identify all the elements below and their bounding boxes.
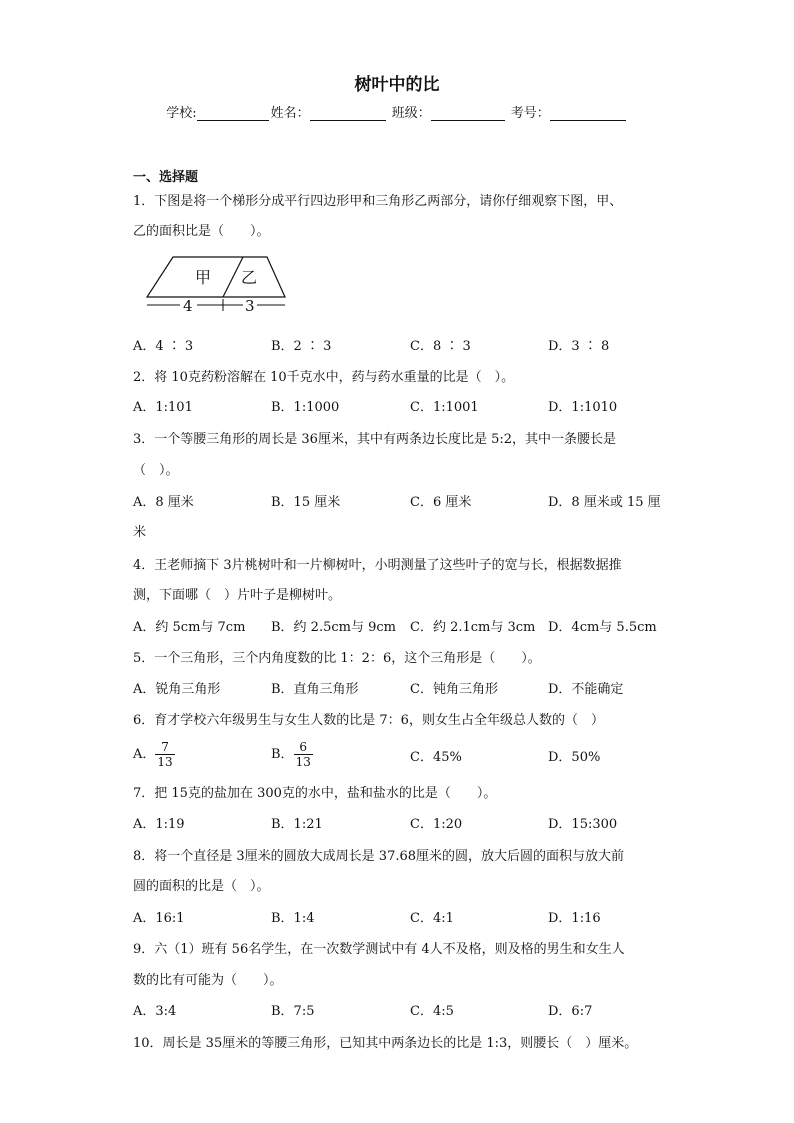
question-1-line-1: 1．下图是将一个梯形分成平行四边形甲和三角形乙两部分，请你仔细观察下图，甲、 <box>133 194 623 209</box>
q6-option-b[interactable] <box>271 740 313 769</box>
q1-option-b[interactable]: B．2 ∶ 3 <box>271 339 332 354</box>
q6-option-b-prefix: B． <box>271 747 294 762</box>
question-6-line-1: 6．育才学校六年级男生与女生人数的比是 7：6，则女生占全年级总人数的（ ） <box>133 713 604 728</box>
figure-label-jia: 甲 <box>195 268 212 287</box>
class-field[interactable] <box>431 106 505 121</box>
q9-option-c[interactable]: C．4:5 <box>410 1004 454 1019</box>
q6-option-d[interactable]: D．50% <box>548 750 601 765</box>
question-8-line-1: 8．将一个直径是 3厘米的圆放大成周长是 37.68厘米的圆，放大后圆的面积与放大前 <box>133 849 625 864</box>
page-title: 树叶中的比 <box>354 75 440 95</box>
q5-option-d[interactable]: D．不能确定 <box>548 682 624 697</box>
question-1-line-2: 乙的面积比是（ ）。 <box>133 224 270 239</box>
q1-option-a[interactable]: A．4 ∶ 3 <box>133 339 194 354</box>
q7-option-c[interactable]: C．1:20 <box>410 817 463 832</box>
q6-option-a-fraction <box>155 740 174 769</box>
question-3-line-2: （ ）。 <box>133 463 179 478</box>
q3-option-d-wrap: 米 <box>133 525 147 540</box>
q2-option-a[interactable]: A．1:101 <box>133 400 193 415</box>
q9-option-a[interactable]: A．3:4 <box>133 1004 177 1019</box>
question-5-line-1: 5．一个三角形，三个内角度数的比 1：2：6，这个三角形是（ ）。 <box>133 651 541 666</box>
q3-option-d[interactable]: D．8 厘米或 15 厘 <box>548 495 661 510</box>
number-label: 考号： <box>510 106 550 121</box>
school-field[interactable] <box>197 106 269 121</box>
q8-option-b[interactable]: B．1:4 <box>271 911 315 926</box>
q5-option-b[interactable]: B．直角三角形 <box>271 682 359 697</box>
q6-option-a[interactable] <box>133 740 175 769</box>
section-title: 一、选择题 <box>133 170 199 185</box>
q2-option-d[interactable]: D．1:1010 <box>548 400 618 415</box>
q3-option-a[interactable]: A．8 厘米 <box>133 495 194 510</box>
figure-bottom-left: 4 <box>183 297 193 315</box>
q1-option-c[interactable]: C．8 ∶ 3 <box>410 339 471 354</box>
q4-option-b[interactable]: B．约 2.5cm与 9cm <box>271 620 396 635</box>
q3-option-c[interactable]: C．6 厘米 <box>410 495 472 510</box>
figure-label-yi: 乙 <box>241 268 258 287</box>
q6-option-a-numerator: 7 <box>155 740 174 755</box>
q6-option-a-denominator: 13 <box>157 755 173 769</box>
q6-option-b-numerator: 6 <box>294 740 313 755</box>
q4-option-d[interactable]: D．4cm与 5.5cm <box>548 620 657 635</box>
q8-option-d[interactable]: D．1:16 <box>548 911 601 926</box>
question-2-line-1: 2．将 10克药粉溶解在 10千克水中，药与药水重量的比是（ ）。 <box>133 370 515 385</box>
question-9-line-2: 数的比有可能为（ ）。 <box>133 973 283 988</box>
class-label: 班级： <box>391 106 431 121</box>
q8-option-a[interactable]: A．16:1 <box>133 911 185 926</box>
student-info-row <box>0 102 794 121</box>
name-field[interactable] <box>310 106 386 121</box>
figure-bottom-right: 3 <box>245 297 255 315</box>
q9-option-d[interactable]: D．6:7 <box>548 1004 593 1019</box>
name-label: 姓名： <box>270 106 310 121</box>
number-field[interactable] <box>550 106 626 121</box>
question-4-line-1: 4．王老师摘下 3片桃树叶和一片柳树叶，小明测量了这些叶子的宽与长，根据数据推 <box>133 558 622 573</box>
q5-option-a[interactable]: A．锐角三角形 <box>133 682 221 697</box>
question-4-line-2: 测，下面哪（ ）片叶子是柳树叶。 <box>133 588 342 603</box>
q4-option-a[interactable]: A．约 5cm与 7cm <box>133 620 246 635</box>
q7-option-a[interactable]: A．1:19 <box>133 817 185 832</box>
q7-option-b[interactable]: B．1:21 <box>271 817 323 832</box>
question-10-line-1: 10．周长是 35厘米的等腰三角形，已知其中两条边长的比是 1:3，则腰长（ ）厘米。 <box>133 1036 638 1051</box>
q6-option-b-fraction <box>294 740 313 769</box>
q9-option-b[interactable]: B．7:5 <box>271 1004 315 1019</box>
q3-option-b[interactable]: B．15 厘米 <box>271 495 341 510</box>
question-7-line-1: 7．把 15克的盐加在 300克的水中，盐和盐水的比是（ ）。 <box>133 786 497 801</box>
question-8-line-2: 圆的面积的比是（ ）。 <box>133 879 270 894</box>
question-9-line-1: 9．六（1）班有 56名学生，在一次数学测试中有 4人不及格，则及格的男生和女生人 <box>133 942 625 957</box>
q2-option-b[interactable]: B．1:1000 <box>271 400 340 415</box>
q5-option-c[interactable]: C．钝角三角形 <box>410 682 498 697</box>
q2-option-c[interactable]: C．1:1001 <box>410 400 479 415</box>
q6-option-b-denominator: 13 <box>295 755 311 769</box>
q6-option-a-prefix: A． <box>133 747 156 762</box>
q1-option-d[interactable]: D．3 ∶ 8 <box>548 339 610 354</box>
divider-line <box>223 257 243 297</box>
q6-option-c[interactable]: C．45% <box>410 750 462 765</box>
q8-option-c[interactable]: C．4:1 <box>410 911 454 926</box>
q4-option-c[interactable]: C．约 2.1cm与 3cm <box>410 620 536 635</box>
question-3-line-1: 3．一个等腰三角形的周长是 36厘米，其中有两条边长度比是 5:2，其中一条腰长是 <box>133 432 616 447</box>
school-label: 学校: <box>166 106 197 121</box>
trapezoid-figure <box>145 253 291 317</box>
q7-option-d[interactable]: D．15:300 <box>548 817 618 832</box>
trapezoid-outline <box>147 257 285 297</box>
